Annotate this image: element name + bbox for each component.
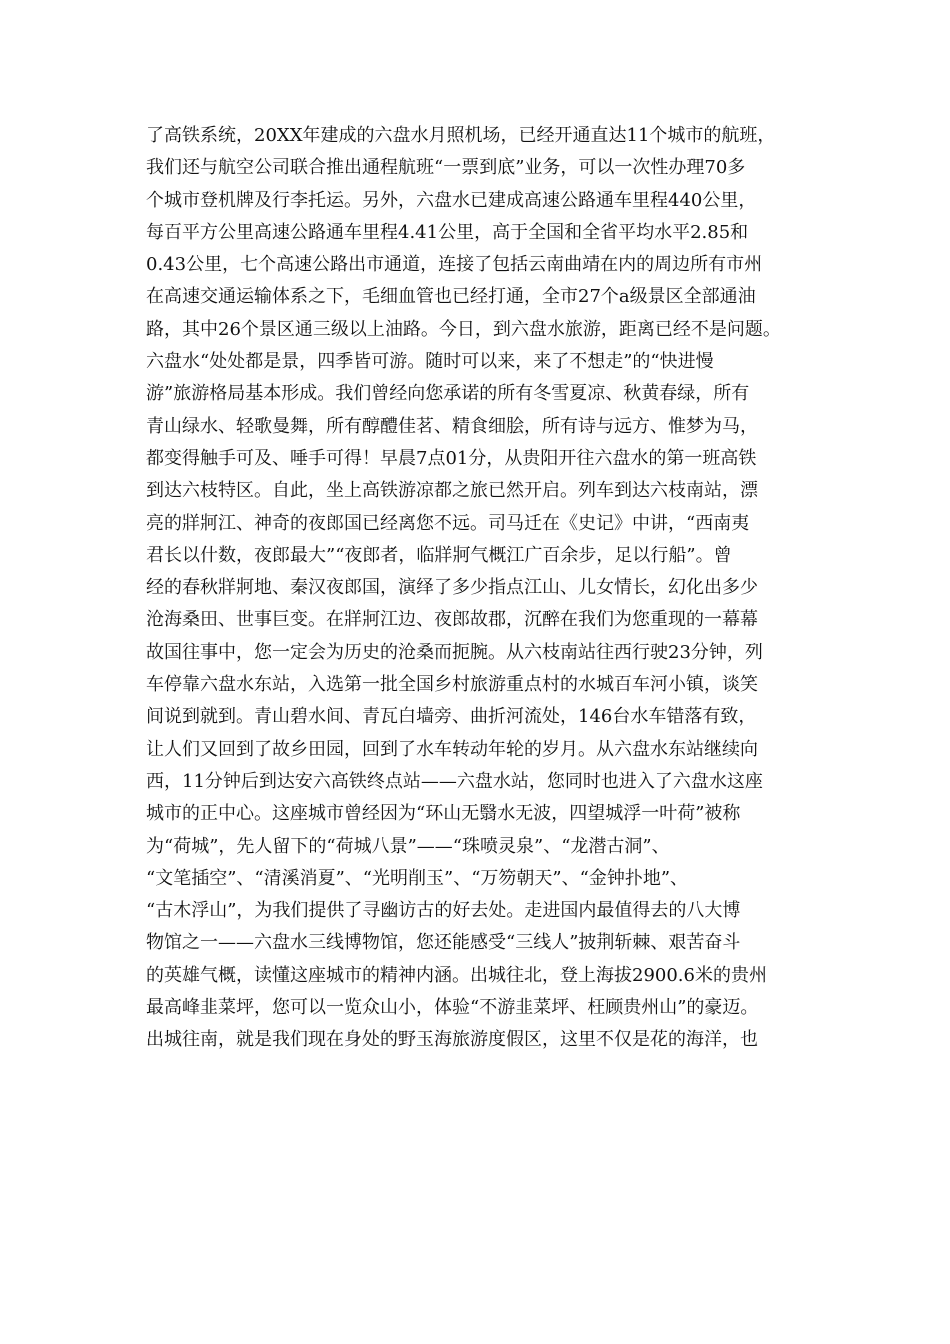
text-line: 经的春秋牂牁地、秦汉夜郎国，演绎了多少指点江山、儿女情长，幻化出多少 [146,577,758,599]
text-line: 君长以什数，夜郎最大”“夜郎者，临牂牁气概江广百余步，足以行船”。曾 [146,544,732,566]
text-line: 每百平方公里高速公路通车里程4.41公里，高于全国和全省平均水平2.85和 [146,221,749,243]
text-line: 城市的正中心。这座城市曾经因为“环山无翳水无波，四望城浮一叶荷”被称 [146,803,741,825]
body-text [146,120,836,1057]
text-line: 的英雄气概，读懂这座城市的精神内涵。出城往北，登上海拔2900.6米的贵州 [146,964,767,986]
text-line: 我们还与航空公司联合推出通程航班“一票到底”业务，可以一次性办理70多 [146,157,746,179]
text-line: 都变得触手可及、唾手可得！早晨7点01分，从贵阳开往六盘水的第一班高铁 [146,447,757,469]
text-line: 西，11分钟后到达安六高铁终点站——六盘水站，您同时也进入了六盘水这座 [146,770,763,792]
text-line: 0.43公里，七个高速公路出市通道，连接了包括云南曲靖在内的周边所有市州 [146,254,763,276]
text-line: 个城市登机牌及行李托运。另外，六盘水已建成高速公路通车里程440公里， [146,189,757,211]
text-line: 让人们又回到了故乡田园，回到了水车转动年轮的岁月。从六盘水东站继续向 [146,738,758,760]
text-line: 了高铁系统，20XX年建成的六盘水月照机场，已经开通直达11个城市的航班， [146,125,776,146]
text-line: 出城往南，就是我们现在身处的野玉海旅游度假区，这里不仅是花的海洋，也 [146,1029,758,1051]
text-line: 路，其中26个景区通三级以上油路。今日，到六盘水旅游，距离已经不是问题。 [146,318,781,340]
text-line: 到达六枝特区。自此，坐上高铁游凉都之旅已然开启。列车到达六枝南站，漂 [146,480,758,502]
text-line: 在高速交通运输体系之下，毛细血管也已经打通，全市27个a级景区全部通油 [146,286,756,308]
text-line: 青山绿水、轻歌曼舞，所有醇醴佳茗、精食细脍，所有诗与远方、惟梦为马， [146,415,758,437]
text-line: 亮的牂牁江、神奇的夜郎国已经离您不远。司马迁在《史记》中讲，“西南夷 [146,512,750,534]
text-line: 故国往事中，您一定会为历史的沧桑而扼腕。从六枝南站往西行驶23分钟，列 [146,641,763,663]
text-line: 游”旅游格局基本形成。我们曾经向您承诺的所有冬雪夏凉、秋黄春绿，所有 [146,383,750,405]
text-line: 物馆之一——六盘水三线博物馆，您还能感受“三线人”披荆斩棘、艰苦奋斗 [146,932,741,954]
text-line: 最高峰韭菜坪，您可以一览众山小，体验“不游韭菜坪、枉顾贵州山”的豪迈。 [146,997,759,1019]
text-line: “文笔插空”、“清溪消夏”、“光明削玉”、“万笏朝天”、“金钟扑地”、 [146,867,689,889]
text-line: 为“荷城”，先人留下的“荷城八景”——“珠喷灵泉”、“龙潜古洞”、 [146,835,670,857]
text-line: 沧海桑田、世事巨变。在牂牁江边、夜郎故郡，沉醉在我们为您重现的一幕幕 [146,609,758,631]
text-line: 车停靠六盘水东站，入选第一批全国乡村旅游重点村的水城百车河小镇，谈笑 [146,674,758,696]
text-line: 间说到就到。青山碧水间、青瓦白墙旁、曲折河流处，146台水车错落有致， [146,706,757,728]
text-line: “古木浮山”，为我们提供了寻幽访古的好去处。走进国内最值得去的八大博 [146,900,741,922]
text-line: 六盘水“处处都是景，四季皆可游。随时可以来，来了不想走”的“快进慢 [146,351,714,373]
